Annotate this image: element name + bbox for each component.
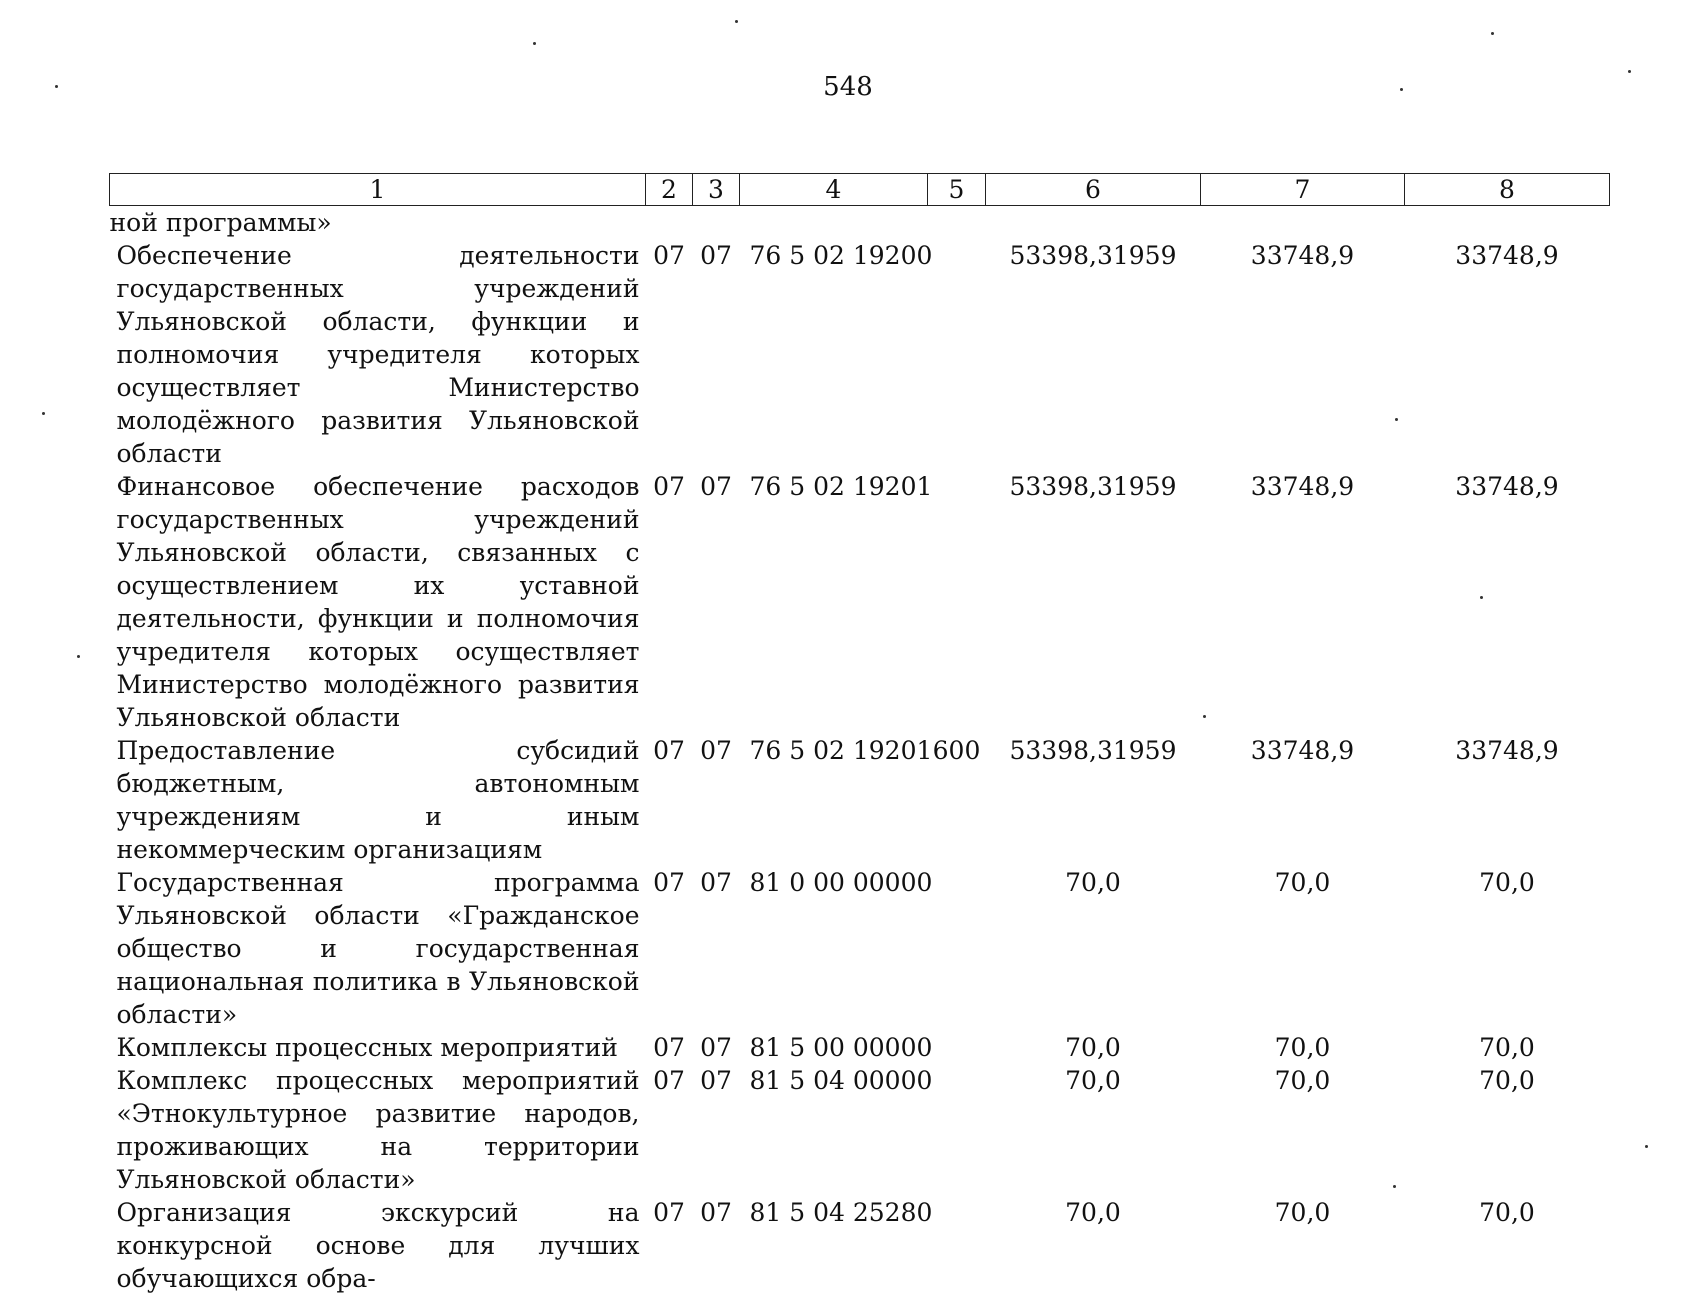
header-col-2: 2: [646, 174, 693, 206]
row-amount-col7: 33748,9: [1201, 239, 1405, 470]
row-amount-col6: 70,0: [986, 866, 1201, 1031]
header-col-7: 7: [1201, 174, 1405, 206]
row-amount-col6: [986, 206, 1201, 240]
row-target-article-code: 81 5 04 25280: [740, 1196, 928, 1295]
budget-table: [109, 173, 1610, 1295]
row-expense-type-code: [928, 206, 986, 240]
row-description: Финансовое обеспечение расходов государственных учреждений Ульяновской области, связанных с осуществлением их уставной деятельности, функции и полномочия учредителя которых осуществляет Министерство молодёжного развития Ульяновской области: [110, 470, 646, 734]
header-col-8: 8: [1405, 174, 1610, 206]
scan-speck: [1400, 88, 1403, 91]
row-amount-col8: 33748,9: [1405, 734, 1610, 866]
row-subsection-code: 07: [693, 1031, 740, 1064]
row-target-article-code: 81 5 04 00000: [740, 1064, 928, 1196]
row-amount-col8: 33748,9: [1405, 239, 1610, 470]
scan-speck: [1203, 715, 1206, 718]
table-row: [110, 1196, 1610, 1295]
row-target-article-code: [740, 206, 928, 240]
table-row: [110, 866, 1610, 1031]
scan-speck: [1491, 32, 1494, 35]
scan-speck: [735, 20, 738, 23]
row-amount-col7: 70,0: [1201, 1064, 1405, 1196]
row-subsection-code: 07: [693, 1064, 740, 1196]
row-amount-col7: 70,0: [1201, 866, 1405, 1031]
header-col-4: 4: [740, 174, 928, 206]
row-amount-col8: 70,0: [1405, 1031, 1610, 1064]
row-description: Организация экскурсий на конкурсной основе для лучших обучающихся обра-: [110, 1196, 646, 1295]
header-col-6: 6: [986, 174, 1201, 206]
row-section-code: 07: [646, 239, 693, 470]
row-amount-col7: 33748,9: [1201, 470, 1405, 734]
table-header: [110, 174, 1610, 206]
row-amount-col6: 53398,31959: [986, 734, 1201, 866]
row-description: Комплекс процессных мероприятий «Этнокультурное развитие народов, проживающих на территории Ульяновской области»: [110, 1064, 646, 1196]
row-section-code: 07: [646, 470, 693, 734]
row-amount-col7: [1201, 206, 1405, 240]
row-subsection-code: 07: [693, 1196, 740, 1295]
row-target-article-code: 76 5 02 19201: [740, 734, 928, 866]
row-expense-type-code: [928, 1064, 986, 1196]
row-amount-col8: 70,0: [1405, 1196, 1610, 1295]
row-section-code: 07: [646, 866, 693, 1031]
scan-speck: [1628, 70, 1631, 73]
table-row: [110, 470, 1610, 734]
row-description: Государственная программа Ульяновской области «Гражданское общество и государственная национальная политика в Ульяновской области»: [110, 866, 646, 1031]
table-row: [110, 734, 1610, 866]
header-col-5: 5: [928, 174, 986, 206]
header-col-1: 1: [110, 174, 646, 206]
page-number: 548: [0, 72, 1696, 102]
table-body: [110, 206, 1610, 1295]
scan-speck: [77, 655, 80, 658]
row-section-code: 07: [646, 734, 693, 866]
scan-speck: [1393, 1185, 1396, 1188]
row-subsection-code: 07: [693, 734, 740, 866]
table-row: [110, 239, 1610, 470]
row-amount-col8: 33748,9: [1405, 470, 1610, 734]
row-amount-col6: 53398,31959: [986, 239, 1201, 470]
scan-speck: [533, 42, 536, 45]
header-col-3: 3: [693, 174, 740, 206]
row-description: Обеспечение деятельности государственных учреждений Ульяновской области, функции и полномочия учредителя которых осуществляет Министерство молодёжного развития Ульяновской области: [110, 239, 646, 470]
row-amount-col8: 70,0: [1405, 866, 1610, 1031]
row-expense-type-code: 600: [928, 734, 986, 866]
row-expense-type-code: [928, 866, 986, 1031]
scan-speck: [1395, 418, 1398, 421]
row-amount-col6: 70,0: [986, 1196, 1201, 1295]
row-target-article-code: 76 5 02 19201: [740, 470, 928, 734]
scan-speck: [42, 412, 45, 415]
table-row: [110, 1031, 1610, 1064]
row-target-article-code: 76 5 02 19200: [740, 239, 928, 470]
table-row: [110, 206, 1610, 240]
row-amount-col8: 70,0: [1405, 1064, 1610, 1196]
row-description: ной программы»: [110, 206, 646, 240]
row-section-code: 07: [646, 1031, 693, 1064]
scan-speck: [1645, 1145, 1648, 1148]
row-amount-col7: 70,0: [1201, 1031, 1405, 1064]
row-amount-col6: 53398,31959: [986, 470, 1201, 734]
row-expense-type-code: [928, 239, 986, 470]
row-subsection-code: [693, 206, 740, 240]
scan-speck: [55, 85, 58, 88]
table-row: [110, 1064, 1610, 1196]
row-subsection-code: 07: [693, 239, 740, 470]
row-amount-col7: 70,0: [1201, 1196, 1405, 1295]
row-expense-type-code: [928, 1196, 986, 1295]
row-amount-col6: 70,0: [986, 1031, 1201, 1064]
row-section-code: 07: [646, 1196, 693, 1295]
row-amount-col7: 33748,9: [1201, 734, 1405, 866]
row-amount-col6: 70,0: [986, 1064, 1201, 1196]
row-section-code: [646, 206, 693, 240]
row-section-code: 07: [646, 1064, 693, 1196]
row-target-article-code: 81 5 00 00000: [740, 1031, 928, 1064]
row-expense-type-code: [928, 1031, 986, 1064]
row-description: Предоставление субсидий бюджетным, автономным учреждениям и иным некоммерческим организациям: [110, 734, 646, 866]
row-target-article-code: 81 0 00 00000: [740, 866, 928, 1031]
row-subsection-code: 07: [693, 470, 740, 734]
row-subsection-code: 07: [693, 866, 740, 1031]
scan-speck: [1480, 596, 1483, 599]
row-expense-type-code: [928, 470, 986, 734]
row-description: Комплексы процессных мероприятий: [110, 1031, 646, 1064]
row-amount-col8: [1405, 206, 1610, 240]
